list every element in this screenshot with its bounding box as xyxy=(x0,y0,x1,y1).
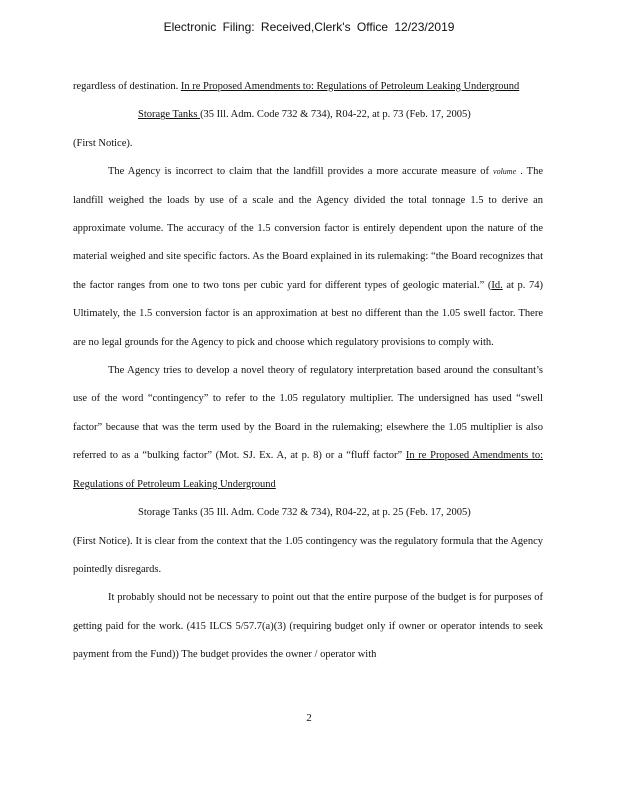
text-run: (35 Ill. Adm. Code 732 & 734), R04-22, at p. 73 (Feb. 17, 2005) xyxy=(200,109,471,121)
paragraph-3-end: (First Notice). It is clear from the context that the 1.05 contingency was the regulatory formula that the Agency pointedly disregards. xyxy=(73,535,543,575)
text-run: . The landfill weighed the loads by use of a scale and the Agency divided the total tonnage 1.5 to derive an approximate volume. The accuracy of the 1.5 conversion factor is entirely dependent upon the nature of the material weighed and site specific factors. As the Board explained in its rulemaking: “the Board recognizes that the factor ranges from one to two tons per cubic yard for different types of geologic material.” ( xyxy=(73,166,544,291)
paragraph-2 xyxy=(73,158,543,357)
page-number: 2 xyxy=(306,712,312,724)
citation-line xyxy=(73,499,543,527)
citation-line xyxy=(73,101,543,129)
text-run: The Agency is incorrect to claim that the landfill provides a more accurate measure of xyxy=(108,166,489,178)
filing-header: Electronic Filing: Received,Clerk's Office 12/23/2019 xyxy=(163,20,455,34)
paragraph-1-end: (First Notice). xyxy=(73,137,133,149)
paragraph-3 xyxy=(73,357,543,499)
id-citation: Id. xyxy=(491,279,503,291)
document-body xyxy=(73,73,543,670)
case-citation: In re Proposed Amendments to: Regulations of Petroleum Leaking Underground xyxy=(73,450,543,490)
text-run: (35 Ill. Adm. Code 732 & 734), R04-22, at p. 25 (Feb. 17, 2005) xyxy=(197,507,471,519)
text-run: regardless of destination. xyxy=(73,81,181,92)
paragraph-4: It probably should not be necessary to point out that the entire purpose of the budget is for purposes of getting paid for the work. (415 ILCS 5/57.7(a)(3) (requiring budget only if owner or operator intends to seek payment from the Fund)) The budget provides the owner / operator with xyxy=(73,592,543,661)
italic-term: volume xyxy=(493,167,517,177)
text-run: at p. 74) Ultimately, the 1.5 conversion factor is an approximation at best no different than the 1.05 swell factor. There are no legal grounds for the Agency to pick and choose which regulatory provisions to comply with. xyxy=(73,279,544,348)
text-run: The Agency tries to develop a novel theory of regulatory interpretation based around the consultant’s use of the word “contingency” to refer to the 1.05 regulatory multiplier. The undersigned has used “swell factor” because that was the term used by the Board in the rulemaking; elsewhere the 1.05 multiplier is also referred to as a “bulking factor” (Mot. SJ. Ex. A, at p. 8) or a “fluff factor” xyxy=(73,365,543,462)
case-citation: In re Proposed Amendments to: Regulations of Petroleum Leaking Underground xyxy=(180,81,520,92)
case-citation-cont: Storage Tanks xyxy=(138,507,198,519)
paragraph-1 xyxy=(73,73,543,101)
case-citation-cont: Storage Tanks xyxy=(138,109,201,121)
